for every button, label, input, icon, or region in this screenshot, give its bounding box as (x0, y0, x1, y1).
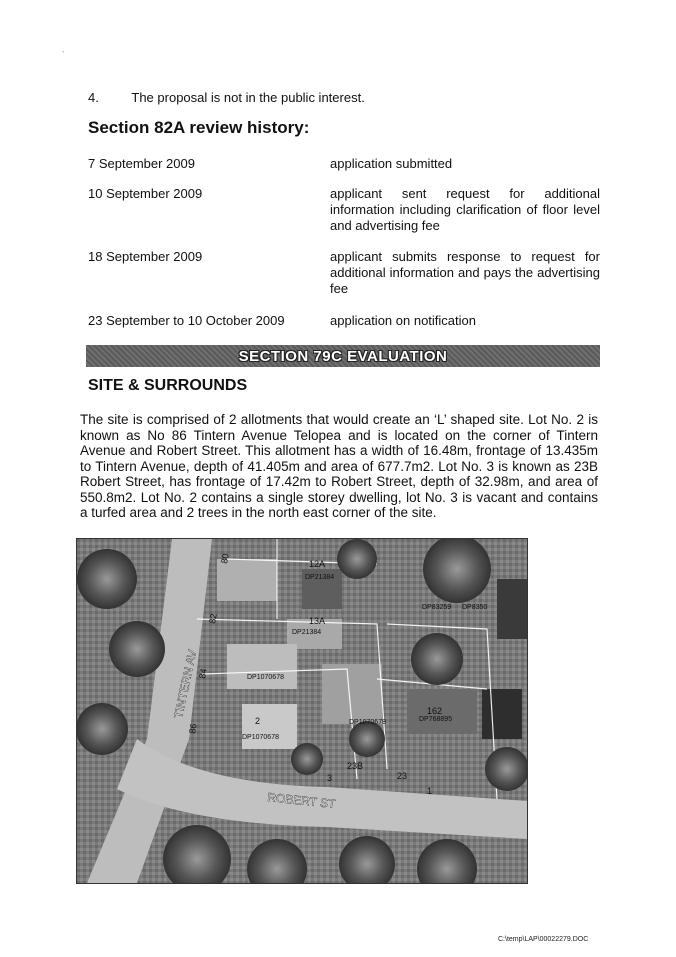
dp-label: DP1070678 (247, 674, 284, 681)
lot-label: 12A (309, 559, 326, 569)
footer-file-path: C:\temp\LAP\00022279.DOC (498, 936, 589, 943)
history-date: 18 September 2009 (88, 249, 203, 264)
dp-label: DP8350 (462, 604, 488, 611)
lot-label: 82 (207, 612, 219, 625)
history-date: 7 September 2009 (88, 156, 195, 171)
site-description: The site is comprised of 2 allotments that would create an ‘L’ shaped site. Lot No. 2 is known as No 86 Tintern Avenue Telopea and is located on the corner of Tintern Avenue and Robert Street. This allotment has a width of 16.48m, frontage of 13.435m to Tintern Avenue, depth of 41.405m and area of 677.7m2. Lot No. 3 is known as 23B Robert Street, has frontage of 17.42m to Robert Street, depth of 32.98m, and area of 550.8m2. Lot No. 2 contains a single storey dwelling, lot No. 3 is vacant and contains a turfed area and 2 trees in the north east corner of the site. (80, 412, 598, 520)
history-desc: applicant sent request for additional information including clarification of floor level and advertising fee (330, 186, 600, 233)
lot-label: 162 (427, 706, 443, 716)
dp-label: DP768895 (419, 716, 453, 723)
aerial-site-map (76, 538, 528, 884)
lot-label: 84 (197, 667, 209, 680)
history-date: 23 September to 10 October 2009 (88, 313, 285, 328)
site-heading: SITE & SURROUNDS (88, 377, 248, 394)
lot-label: 86 (187, 722, 199, 735)
lot-label: 23 (397, 771, 408, 781)
banner-title: SECTION 79C EVALUATION (238, 347, 448, 365)
dp-label: DP1070678 (242, 734, 279, 741)
list-item-4 (88, 90, 365, 105)
lot-label: 23B (347, 761, 364, 771)
aerial-photo (77, 539, 527, 883)
history-date: 10 September 2009 (88, 186, 203, 201)
lot-label: 3 (327, 773, 333, 783)
history-desc: applicant submits response to request for additional information and pays the advertising fee (330, 249, 600, 296)
dp-label: DP83259 (422, 604, 452, 611)
street-label-robert: ROBERT ST (266, 790, 337, 812)
street-label-tintern: TINTERN AV (171, 648, 200, 720)
scan-mark: ˎ (62, 44, 65, 53)
item-text: The proposal is not in the public interest. (131, 90, 365, 105)
lot-label: 13A (309, 616, 326, 626)
history-desc: application submitted (330, 156, 453, 171)
item-number: 4. (88, 90, 99, 105)
lot-label: 2 (255, 716, 261, 726)
history-desc: application on notification (330, 313, 476, 328)
lot-label: 1 (427, 786, 433, 796)
dp-label: DP21384 (292, 629, 322, 636)
review-history-heading: Section 82A review history: (88, 118, 310, 137)
dp-label: DP21384 (305, 574, 335, 581)
section-banner (86, 345, 600, 367)
lot-label: 80 (219, 552, 231, 565)
dp-label: DP1070678 (349, 719, 386, 726)
